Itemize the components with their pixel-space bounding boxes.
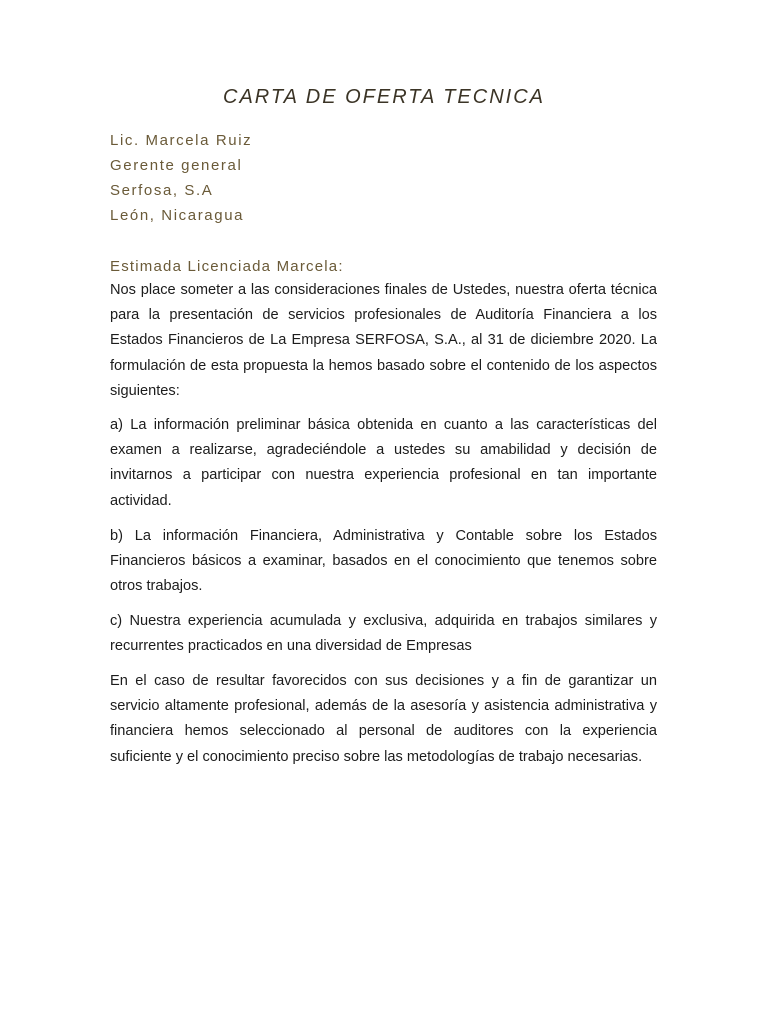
recipient-company: Serfosa, S.A <box>110 182 214 199</box>
recipient-block <box>110 128 252 228</box>
document-title: CARTA DE OFERTA TECNICA <box>223 86 545 108</box>
salutation: Estimada Licenciada Marcela: <box>110 258 344 275</box>
recipient-location: León, Nicaragua <box>110 207 245 224</box>
paragraph-closing: En el caso de resultar favorecidos con sus decisiones y a fin de garantizar un servicio altamente profesional, además de la asesoría y asistencia administrativa y financiera hemos seleccionado al personal de auditores con la experiencia suficiente y el conocimiento preciso sobre las metodologías de trabajo necesarias. <box>110 673 657 765</box>
paragraph-item-b: b) La información Financiera, Administrativa y Contable sobre los Estados Financieros básicos a examinar, basados en el conocimiento que tenemos sobre otros trabajos. <box>110 528 657 595</box>
recipient-position: Gerente general <box>110 157 243 174</box>
paragraph-item-a: a) La información preliminar básica obtenida en cuanto a las características del examen a realizarse, agradeciéndole a ustedes su amabilidad y decisión de invitarnos a participar con nuestra experiencia profesional en tan importante actividad. <box>110 417 657 509</box>
recipient-name: Lic. Marcela Ruiz <box>110 132 253 149</box>
paragraph-intro: Nos place someter a las consideraciones finales de Ustedes, nuestra oferta técnica para la presentación de servicios profesionales de Auditoría Financiera a los Estados Financieros de La Empresa SERFOSA, S.A., al 31 de diciembre 2020. La formulación de esta propuesta la hemos basado sobre el contenido de los aspectos siguientes: <box>110 282 657 399</box>
paragraph-item-c: c) Nuestra experiencia acumulada y exclusiva, adquirida en trabajos similares y recurrentes practicados en una diversidad de Empresas <box>110 613 657 655</box>
